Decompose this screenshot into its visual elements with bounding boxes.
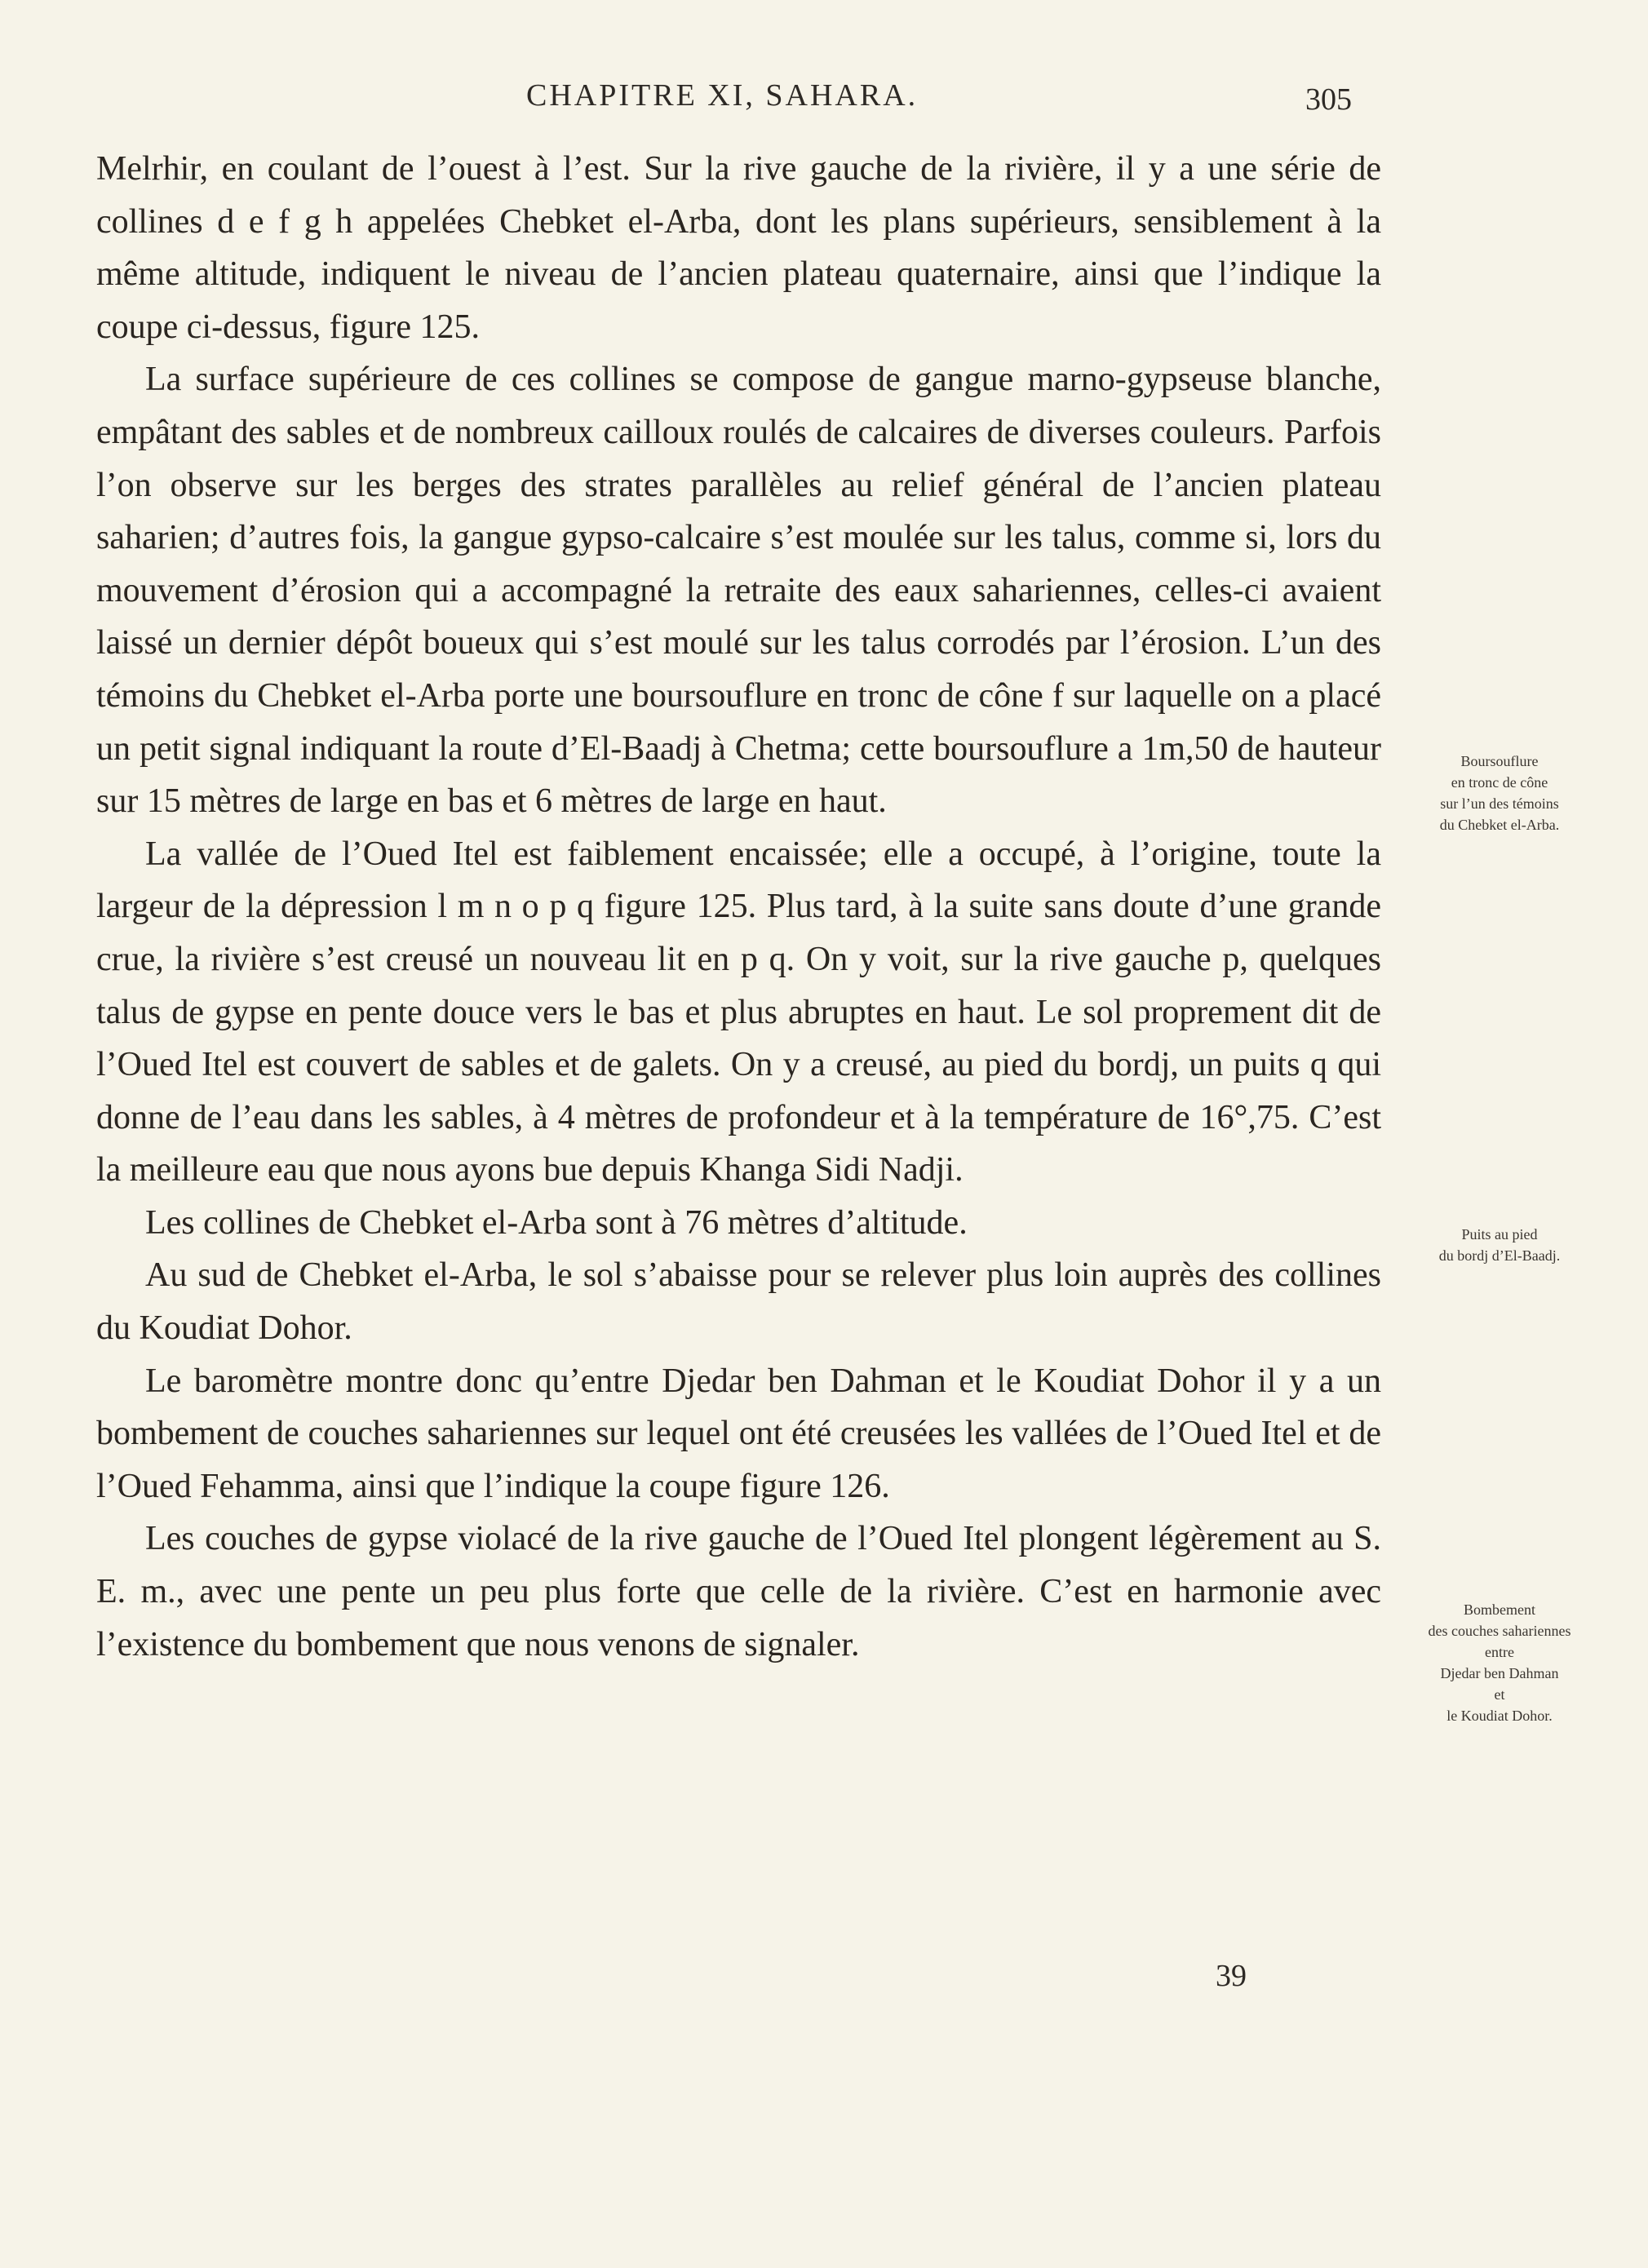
paragraph: Au sud de Chebket el-Arba, le sol s’abaisse pour se relever plus loin auprès des collines du Koudiat Dohor. — [96, 1256, 1381, 1348]
paragraph: Melrhir, en coulant de l’ouest à l’est. Sur la rive gauche de la rivière, il y a une série de collines d e f g h appelées Chebket el-Arba, dont les plans supérieurs, sensiblement à la même altitude, indiquent le niveau de l’ancien plateau quaternaire, ainsi que l’indique la coupe ci-dessus, figure 125. — [96, 150, 1381, 346]
margin-note-line: Boursouflure — [1460, 753, 1539, 769]
margin-note-line: entre — [1485, 1644, 1514, 1660]
running-head: CHAPITRE XI, SAHARA. — [526, 78, 919, 113]
paragraph: Le baromètre montre donc qu’entre Djedar ben Dahman et le Koudiat Dohor il y a un bombement de couches sahariennes sur lequel ont été creusées les vallées de l’Oued Itel et de l’Oued Fehamma, ainsi que l’indique la coupe figure 126. — [96, 1362, 1381, 1505]
margin-note-line: Puits au pied — [1461, 1226, 1538, 1243]
paragraph: Les couches de gypse violacé de la rive gauche de l’Oued Itel plongent légèrement au S. E. m., avec une pente un peu plus forte que celle de la rivière. C’est en harmonie avec l’existence du bombement que nous venons de signaler. — [96, 1520, 1381, 1663]
paragraph: La surface supérieure de ces collines se compose de gangue marno-gypseuse blanche, empâtant des sables et de nombreux cailloux roulés de calcaires de diverses couleurs. Parfois l’on observe sur les berges des strates parallèles au relief général de l’ancien plateau saharien; d’autres fois, la gangue gypso-calcaire s’est moulée sur les talus, comme si, lors du mouvement d’érosion qui a accompagné la retraite des eaux sahariennes, celles-ci avaient laissé un dernier dépôt boueux qui s’est moulé sur les talus corrodés par l’érosion. L’un des témoins du Chebket el-Arba porte une boursouflure en tronc de cône f sur laquelle on a placé un petit signal indiquant la route d’El-Baadj à Chetma; cette boursouflure a 1m,50 de hauteur sur 15 mètres de large en bas et 6 mètres de large en haut. — [96, 361, 1381, 821]
margin-note-line: et — [1494, 1686, 1505, 1703]
margin-note-line: en tronc de cône — [1451, 774, 1548, 791]
margin-note-puits — [1393, 1224, 1606, 1266]
body-text — [96, 143, 1381, 1671]
page-number: 305 — [1305, 82, 1352, 117]
margin-note-line: du bordj d’El-Baadj. — [1438, 1247, 1561, 1264]
signature-mark: 39 — [1216, 1959, 1247, 1993]
margin-note-line: sur l’un des témoins — [1440, 795, 1559, 812]
margin-note-line: le Koudiat Dohor. — [1446, 1708, 1553, 1724]
margin-note-bombement — [1393, 1599, 1606, 1726]
margin-note-line: Bombement — [1464, 1601, 1535, 1618]
paragraph: La vallée de l’Oued Itel est faiblement encaissée; elle a occupé, à l’origine, toute la largeur de la dépression l m n o p q figure 125. Plus tard, à la suite sans doute d’une grande crue, la rivière s’est creusé un nouveau lit en p q. On y voit, sur la rive gauche p, quelques talus de gypse en pente douce vers le bas et plus abruptes en haut. Le sol proprement dit de l’Oued Itel est couvert de sables et de galets. On y a creusé, au pied du bordj, un puits q qui donne de l’eau dans les sables, à 4 mètres de profondeur et à la température de 16°,75. C’est la meilleure eau que nous ayons bue depuis Khanga Sidi Nadji. — [96, 835, 1381, 1189]
margin-note-line: des couches sahariennes — [1428, 1623, 1571, 1639]
margin-note-boursouflure — [1393, 751, 1606, 835]
margin-note-line: du Chebket el-Arba. — [1439, 817, 1560, 833]
paragraph: Les collines de Chebket el-Arba sont à 76 mètres d’altitude. — [145, 1203, 968, 1242]
margin-note-line: Djedar ben Dahman — [1440, 1665, 1559, 1681]
